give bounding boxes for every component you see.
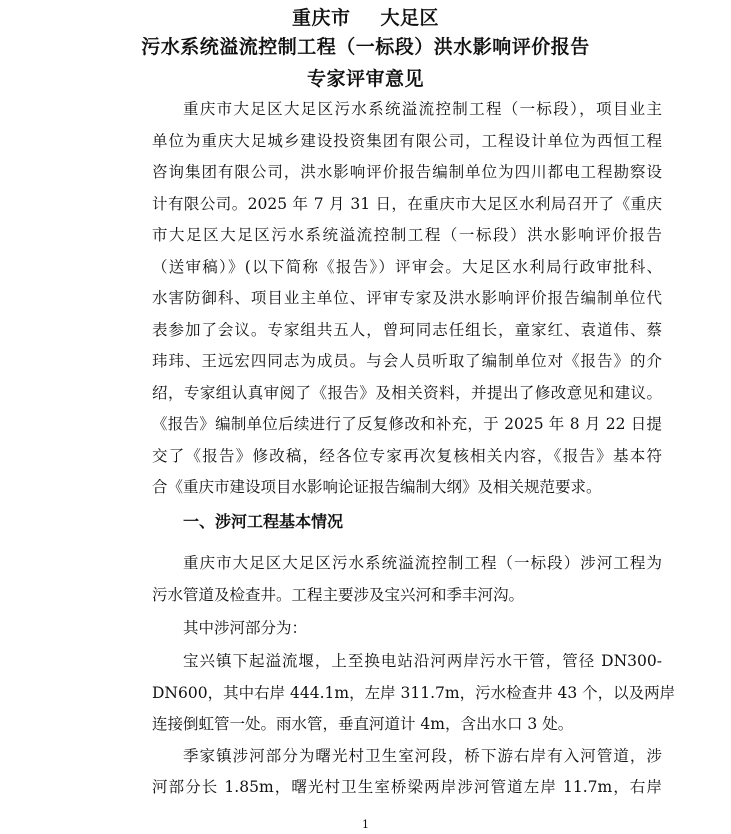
para2-line-1: 重庆市大足区大足区污水系统溢流控制工程（一标段）涉河工程为 — [183, 554, 662, 572]
para1-line-6: （送审稿）》(以下简称《报告》）评审会。大足区水利局行政审批科、 — [152, 258, 662, 276]
doc-title-line2: 污水系统溢流控制工程（一标段）洪水影响评价报告 — [141, 36, 590, 58]
para1-line-8: 表参加了会议。专家组共五人，曾珂同志任组长，童家红、袁道伟、蔡 — [152, 321, 662, 339]
para1-line-11: 《报告》编制单位后续进行了反复修改和补充，于 2025 年 8 月 22 日提 — [152, 415, 662, 433]
para5-line-2: 河部分长 1.85m，曙光村卫生室桥梁两岸涉河管道左岸 11.7m，右岸 — [152, 778, 662, 796]
para1-line-10: 绍，专家组认真审阅了《报告》及相关资料，并提出了修改意见和建议。 — [152, 384, 662, 402]
doc-title-line3: 专家评审意见 — [306, 68, 424, 90]
para4-line-1: 宝兴镇下起溢流堰，上至换电站沿河两岸污水干管，管径 DN300- — [183, 652, 662, 670]
para1-line-1: 重庆市大足区大足区污水系统溢流控制工程（一标段），项目业主 — [183, 100, 662, 118]
para1-line-9: 玮玮、王远宏四同志为成员。与会人员听取了编制单位对《报告》的介 — [152, 352, 662, 370]
title-district: 大足区 — [380, 7, 440, 29]
para1-line-3: 咨询集团有限公司，洪水影响评价报告编制单位为四川都电工程勘察设 — [152, 163, 662, 181]
page-number: 1 — [362, 818, 369, 831]
title-city: 重庆市 — [291, 7, 351, 29]
para4-line-2: DN600，其中右岸 444.1m，左岸 311.7m，污水检查井 43 个，以及两岸 — [152, 684, 676, 702]
section-heading-1: 一、涉河工程基本情况 — [183, 512, 344, 531]
para1-line-13: 合《重庆市建设项目水影响论证报告编制大纲》及相关规范要求。 — [152, 478, 602, 496]
para4-line-3: 连接倒虹管一处。雨水管，垂直河道计 4m，含出水口 3 处。 — [152, 715, 574, 733]
para3-line-1: 其中涉河部分为： — [183, 619, 308, 637]
para1-line-4: 计有限公司。2025 年 7 月 31 日，在重庆市大足区水利局召开了《重庆 — [152, 195, 662, 213]
para1-line-2: 单位为重庆大足城乡建设投资集团有限公司，工程设计单位为西恒工程 — [152, 132, 662, 150]
para1-line-7: 水害防御科、项目业主单位、评审专家及洪水影响评价报告编制单位代 — [152, 289, 662, 307]
para1-line-12: 交了《报告》修改稿，经各位专家再次复核相关内容，《报告》基本符 — [152, 447, 662, 465]
para5-line-1: 季家镇涉河部分为曙光村卫生室河段，桥下游右岸有入河管道，涉 — [183, 747, 662, 765]
para2-line-2: 污水管道及检查井。工程主要涉及宝兴河和季丰河沟。 — [152, 586, 525, 604]
doc-title-line1 — [0, 6, 731, 30]
para1-line-5: 市大足区大足区污水系统溢流控制工程（一标段）洪水影响评价报告 — [152, 226, 662, 244]
